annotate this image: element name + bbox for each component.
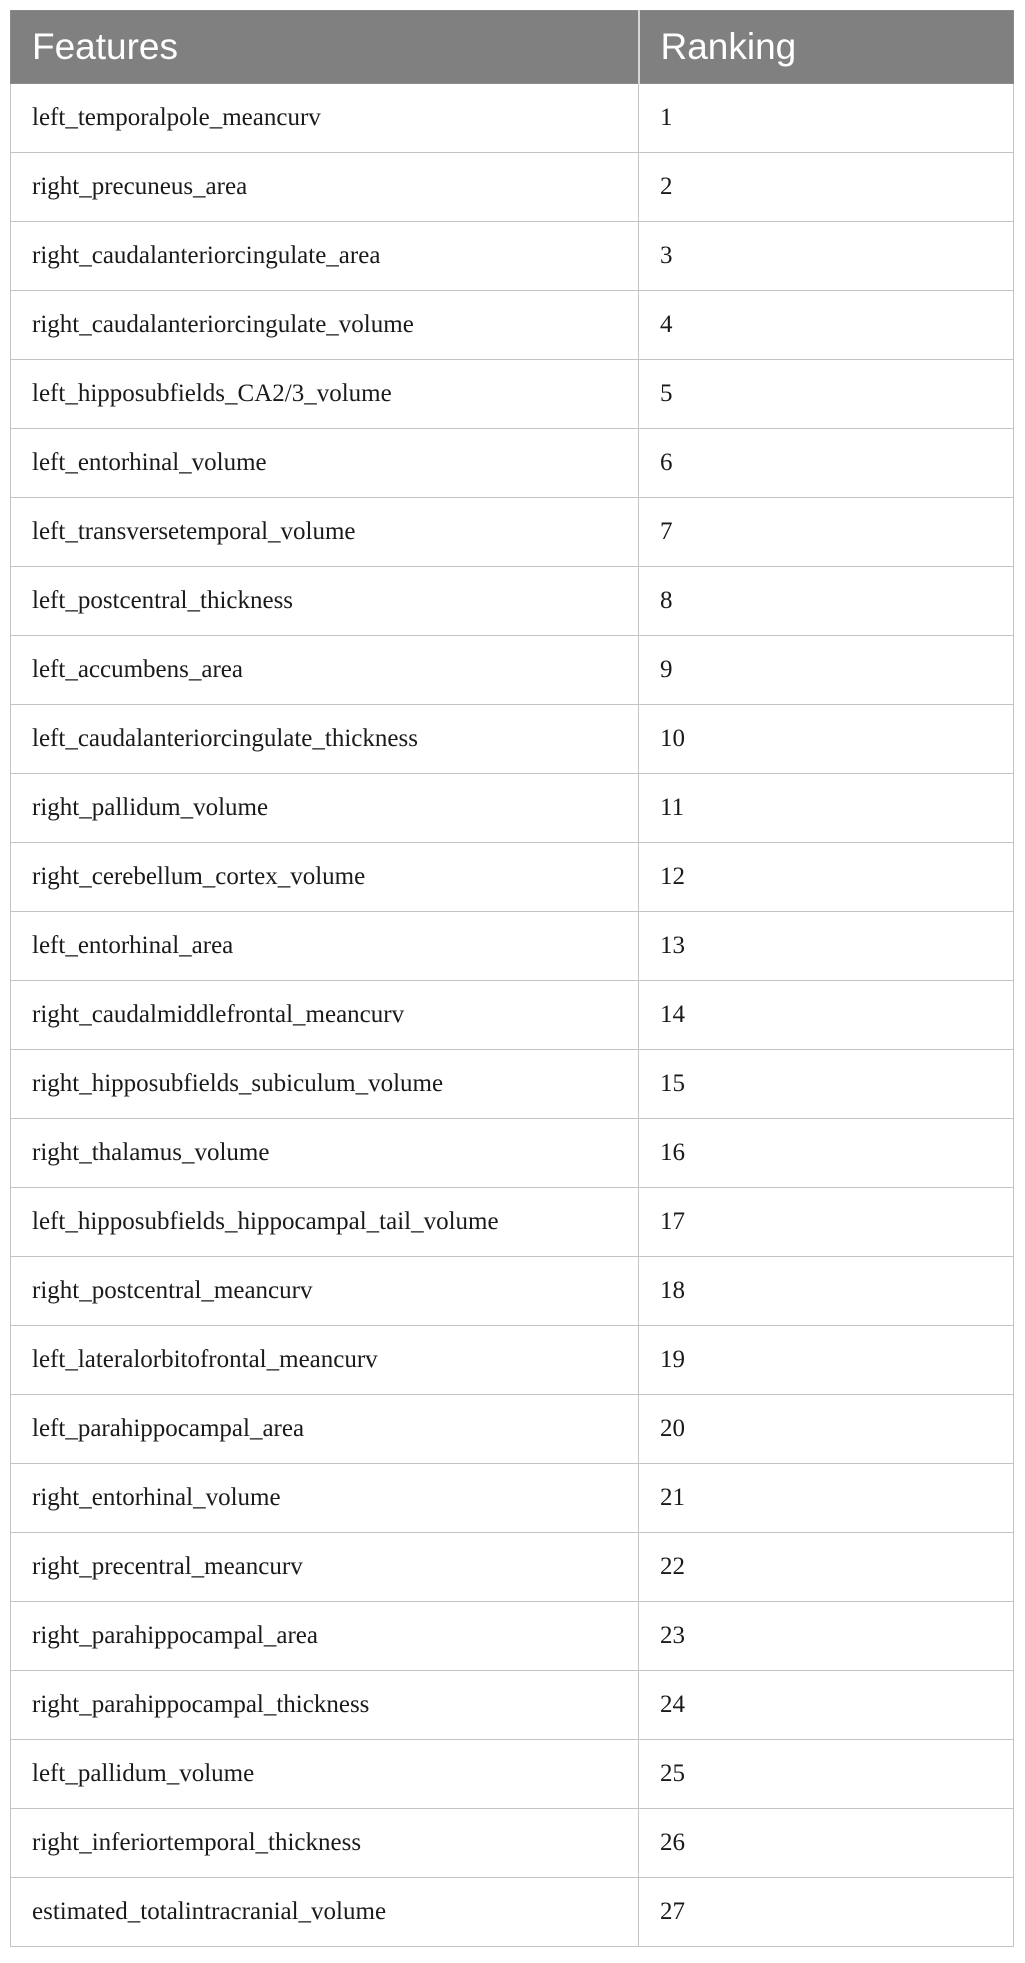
ranking-cell: 22 <box>639 1533 1014 1602</box>
feature-cell: right_caudalmiddlefrontal_meancurv <box>11 981 639 1050</box>
feature-cell: right_thalamus_volume <box>11 1119 639 1188</box>
feature-cell: left_pallidum_volume <box>11 1740 639 1809</box>
feature-cell: right_cerebellum_cortex_volume <box>11 843 639 912</box>
ranking-cell: 17 <box>639 1188 1014 1257</box>
table-row <box>11 153 1014 222</box>
table-row <box>11 636 1014 705</box>
table-body <box>11 84 1014 1947</box>
feature-cell: left_hipposubfields_CA2/3_volume <box>11 360 639 429</box>
feature-cell: left_entorhinal_area <box>11 912 639 981</box>
ranking-cell: 11 <box>639 774 1014 843</box>
table-row <box>11 291 1014 360</box>
ranking-cell: 21 <box>639 1464 1014 1533</box>
table-row <box>11 1050 1014 1119</box>
table-row <box>11 1602 1014 1671</box>
ranking-cell: 24 <box>639 1671 1014 1740</box>
table-row <box>11 1326 1014 1395</box>
ranking-cell: 27 <box>639 1878 1014 1947</box>
table-row <box>11 981 1014 1050</box>
feature-cell: left_accumbens_area <box>11 636 639 705</box>
table-row <box>11 843 1014 912</box>
table-row <box>11 498 1014 567</box>
ranking-cell: 25 <box>639 1740 1014 1809</box>
feature-cell: left_caudalanteriorcingulate_thickness <box>11 705 639 774</box>
feature-cell: left_temporalpole_meancurv <box>11 84 639 153</box>
ranking-cell: 10 <box>639 705 1014 774</box>
feature-cell: left_postcentral_thickness <box>11 567 639 636</box>
table-row <box>11 360 1014 429</box>
table-row <box>11 1809 1014 1878</box>
ranking-cell: 16 <box>639 1119 1014 1188</box>
feature-ranking-table-container <box>10 10 1013 1947</box>
feature-cell: right_precuneus_area <box>11 153 639 222</box>
feature-cell: right_postcentral_meancurv <box>11 1257 639 1326</box>
table-row <box>11 567 1014 636</box>
feature-cell: right_precentral_meancurv <box>11 1533 639 1602</box>
ranking-cell: 19 <box>639 1326 1014 1395</box>
header-ranking: Ranking <box>639 11 1014 84</box>
ranking-cell: 15 <box>639 1050 1014 1119</box>
feature-cell: estimated_totalintracranial_volume <box>11 1878 639 1947</box>
feature-cell: left_entorhinal_volume <box>11 429 639 498</box>
table-row <box>11 1878 1014 1947</box>
ranking-cell: 2 <box>639 153 1014 222</box>
ranking-cell: 1 <box>639 84 1014 153</box>
feature-cell: right_caudalanteriorcingulate_area <box>11 222 639 291</box>
table-row <box>11 912 1014 981</box>
header-row <box>11 11 1014 84</box>
header-features: Features <box>11 11 639 84</box>
table-row <box>11 1257 1014 1326</box>
table-header <box>11 11 1014 84</box>
feature-cell: left_transversetemporal_volume <box>11 498 639 567</box>
ranking-cell: 13 <box>639 912 1014 981</box>
feature-cell: right_caudalanteriorcingulate_volume <box>11 291 639 360</box>
ranking-cell: 9 <box>639 636 1014 705</box>
ranking-cell: 14 <box>639 981 1014 1050</box>
table-row <box>11 1464 1014 1533</box>
feature-cell: right_hipposubfields_subiculum_volume <box>11 1050 639 1119</box>
feature-ranking-table <box>10 10 1014 1947</box>
ranking-cell: 8 <box>639 567 1014 636</box>
table-row <box>11 1119 1014 1188</box>
feature-cell: left_lateralorbitofrontal_meancurv <box>11 1326 639 1395</box>
table-row <box>11 705 1014 774</box>
ranking-cell: 23 <box>639 1602 1014 1671</box>
table-row <box>11 1395 1014 1464</box>
ranking-cell: 4 <box>639 291 1014 360</box>
ranking-cell: 12 <box>639 843 1014 912</box>
feature-cell: right_inferiortemporal_thickness <box>11 1809 639 1878</box>
table-row <box>11 429 1014 498</box>
feature-cell: right_parahippocampal_thickness <box>11 1671 639 1740</box>
feature-cell: right_pallidum_volume <box>11 774 639 843</box>
ranking-cell: 7 <box>639 498 1014 567</box>
table-row <box>11 1188 1014 1257</box>
table-row <box>11 1671 1014 1740</box>
feature-cell: right_entorhinal_volume <box>11 1464 639 1533</box>
table-row <box>11 774 1014 843</box>
ranking-cell: 18 <box>639 1257 1014 1326</box>
ranking-cell: 3 <box>639 222 1014 291</box>
ranking-cell: 6 <box>639 429 1014 498</box>
table-row <box>11 1533 1014 1602</box>
feature-cell: left_parahippocampal_area <box>11 1395 639 1464</box>
table-row <box>11 222 1014 291</box>
ranking-cell: 5 <box>639 360 1014 429</box>
table-row <box>11 84 1014 153</box>
feature-cell: left_hipposubfields_hippocampal_tail_volume <box>11 1188 639 1257</box>
feature-cell: right_parahippocampal_area <box>11 1602 639 1671</box>
ranking-cell: 20 <box>639 1395 1014 1464</box>
ranking-cell: 26 <box>639 1809 1014 1878</box>
table-row <box>11 1740 1014 1809</box>
